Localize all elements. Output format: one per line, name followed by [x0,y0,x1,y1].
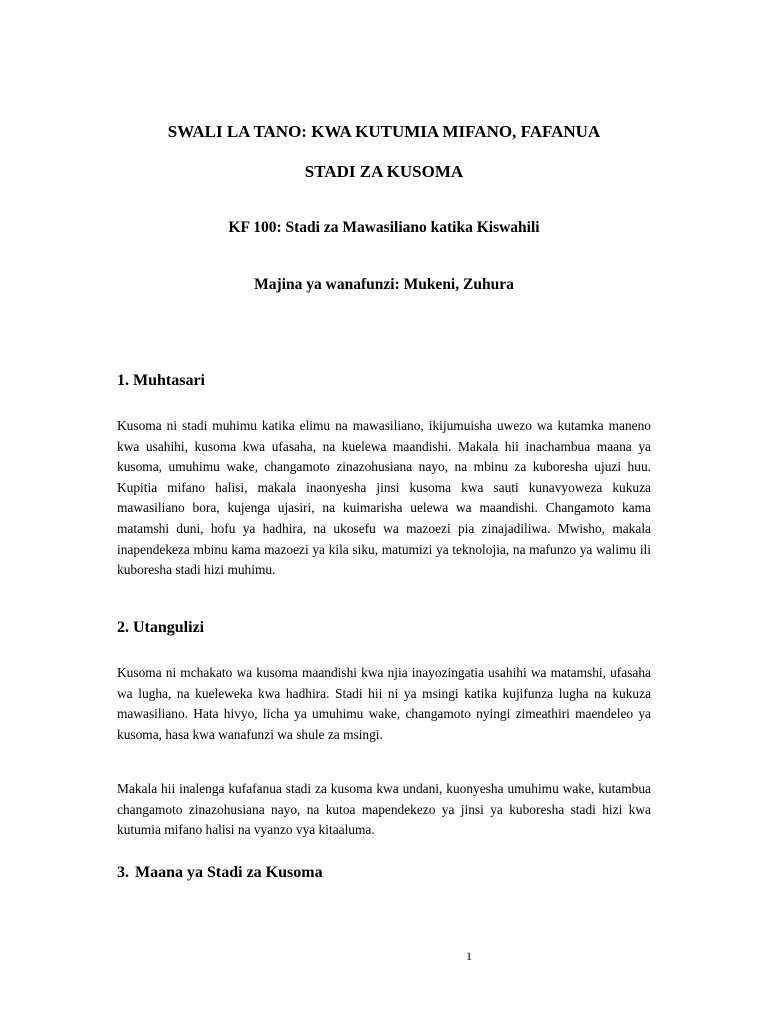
section-heading-maana-number: 3. [117,864,129,881]
student-names: Majina ya wanafunzi: Mukeni, Zuhura [254,276,514,293]
section-heading-maana-text: Maana ya Stadi za Kusoma [135,864,323,881]
section-paragraph-utangulizi-1: Kusoma ni mchakato wa kusoma maandishi kwa njia inayozingatia usahihi wa matamshi, ufasaha wa lugha, na kueleweka kwa hadhira. Stadi hii ni ya msingi katika kujifunza lugha na kukuza mawasiliano. Hata hivyo, licha ya umuhimu wake, changamoto nyingi zimeathiri maendeleo ya kusoma, hasa kwa wanafunzi wa shule za msingi. [117,665,651,742]
course-title: KF 100: Stadi za Mawasiliano katika Kiswahili [228,219,540,236]
page-number: 1 [466,949,472,963]
section-heading-muhtasari: 1. Muhtasari [117,372,205,389]
section-paragraph-utangulizi-2: Makala hii inalenga kufafanua stadi za kusoma kwa undani, kuonyesha umuhimu wake, kutambua changamoto zinazohusiana nayo, na kutoa mapendekezo ya jinsi ya kuboresha stadi hizi kwa kutumia mifano halisi na vyanzo vya kitaaluma. [117,781,651,838]
section-heading-maana [117,864,323,882]
title-line-2: STADI ZA KUSOMA [304,162,464,181]
section-paragraph-muhtasari: Kusoma ni stadi muhimu katika elimu na mawasiliano, ikijumuisha uwezo wa kutamka maneno kwa usahihi, kusoma kwa ufasaha, na kuelewa maandishi. Makala hii inachambua maana ya kusoma, umuhimu wake, changamoto zinazohusiana nayo, na mbinu za kuboresha ujuzi huu. Kupitia mifano halisi, makala inaonyesha jinsi kusoma kwa sauti kunavyoweza kukuza mawasiliano bora, kujenga ujasiri, na kuimarisha uelewa wa maandishi. Changamoto kama matamshi duni, hofu ya hadhira, na ukosefu wa mazoezi pia zinajadiliwa. Mwisho, makala inapendekeza mbinu kama mazoezi ya kila siku, matumizi ya teknolojia, na mafunzo ya walimu ili kuboresha stadi hizi muhimu. [117,418,651,578]
section-heading-utangulizi: 2. Utangulizi [117,619,205,636]
title-line-1: SWALI LA TANO: KWA KUTUMIA MIFANO, FAFANUA [167,122,601,141]
